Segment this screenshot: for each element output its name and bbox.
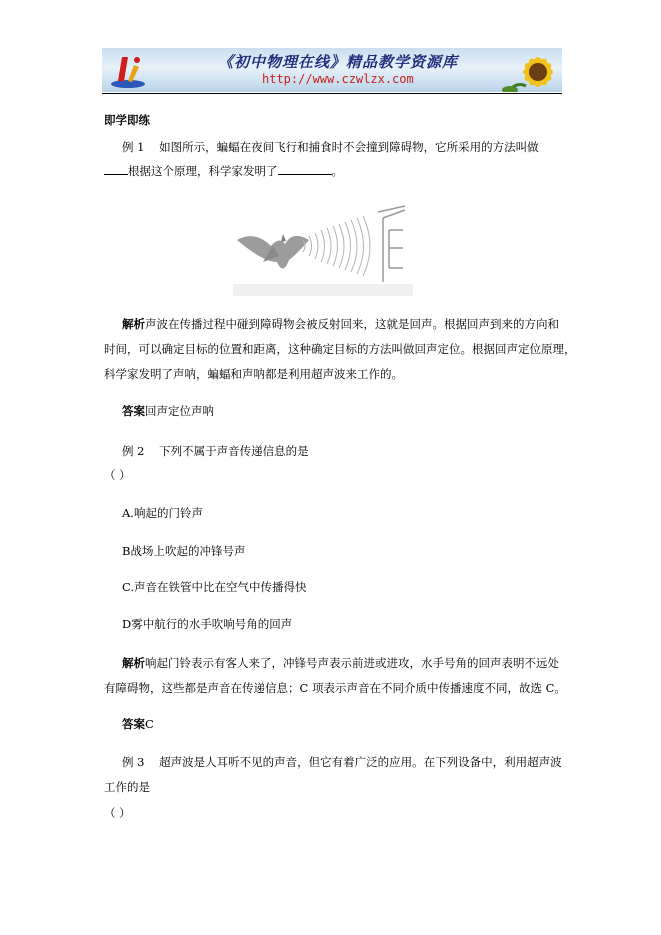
banner-url: http://www.czwlzx.com xyxy=(262,72,414,86)
ex2-analysis1: 响起门铃表示有客人来了，冲锋号声表示前进或进攻，水手号角的回声表明不远处 xyxy=(145,656,559,670)
ex2-analysis-label: 解析 xyxy=(122,656,145,670)
ex1-answer-text: 回声定位声呐 xyxy=(145,404,214,418)
ex2-answer xyxy=(122,716,154,732)
section-title: 即学即练 xyxy=(104,113,150,127)
ex3-question-line1 xyxy=(122,754,562,770)
ex2-option-b: B战场上吹起的冲锋号声 xyxy=(122,544,246,558)
logo-icon xyxy=(108,51,148,89)
ex2-question-text: 下列不属于声音传递信息的是 xyxy=(159,444,309,458)
bat-echolocation-figure xyxy=(233,200,413,296)
ex2-answer-label: 答案 xyxy=(122,717,145,731)
ex1-analysis-line2: 时间，可以确定目标的位置和距离，这种确定目标的方法叫做回声定位。根据回声定位原理， xyxy=(104,342,576,356)
ex3-paren: （ ） xyxy=(104,806,131,820)
ex3-question-line2: 工作的是 xyxy=(104,780,150,794)
ex1-analysis1: 声波在传播过程中碰到障碍物会被反射回来，这就是回声。根据回声到来的方向和 xyxy=(145,317,559,331)
ex1-blank-1 xyxy=(104,163,128,175)
ex2-label: 例 2 xyxy=(122,444,145,458)
banner-title: 《初中物理在线》精品教学资源库 xyxy=(218,53,459,71)
ex2-option-a: A.响起的门铃声 xyxy=(122,506,203,520)
ex2-paren: （ ） xyxy=(104,468,131,482)
header-rule xyxy=(102,93,562,94)
ex3-q1: 超声波是人耳听不见的声音，但它有着广泛的应用。在下列设备中，利用超声波 xyxy=(159,755,562,769)
ex1-answer-label: 答案 xyxy=(122,404,145,418)
ex2-analysis-line1 xyxy=(122,655,559,671)
ex1-answer xyxy=(122,403,214,419)
ex1-question-line2 xyxy=(104,163,343,179)
sunflower-icon xyxy=(500,48,562,92)
ex1-analysis-label: 解析 xyxy=(122,317,145,331)
ex2-option-c: C.声音在铁管中比在空气中传播得快 xyxy=(122,580,307,594)
ex2-answer-text: C xyxy=(145,717,154,731)
ex1-q2b: 。 xyxy=(331,164,343,178)
ex1-blank-2 xyxy=(278,163,332,175)
ex1-analysis-line3: 科学家发明了声呐，蝙蝠和声呐都是利用超声波来工作的。 xyxy=(104,367,403,381)
ex1-analysis-line1 xyxy=(122,316,559,332)
ex2-analysis-line2: 有障碍物，这些都是声音在传递信息；C 项表示声音在不同介质中传播速度不同，故选 C。 xyxy=(104,681,566,695)
ex1-q1: 如图所示，蝙蝠在夜间飞行和捕食时不会撞到障碍物，它所采用的方法叫做 xyxy=(159,140,539,154)
ex1-label: 例 1 xyxy=(122,140,145,154)
ex2-option-d: D雾中航行的水手吹响号角的回声 xyxy=(122,617,293,631)
header-banner xyxy=(102,48,562,92)
ex1-q2a: 根据这个原理，科学家发明了 xyxy=(128,164,278,178)
ex3-label: 例 3 xyxy=(122,755,145,769)
ex2-question xyxy=(122,443,309,459)
ex1-question-line1 xyxy=(122,139,539,155)
